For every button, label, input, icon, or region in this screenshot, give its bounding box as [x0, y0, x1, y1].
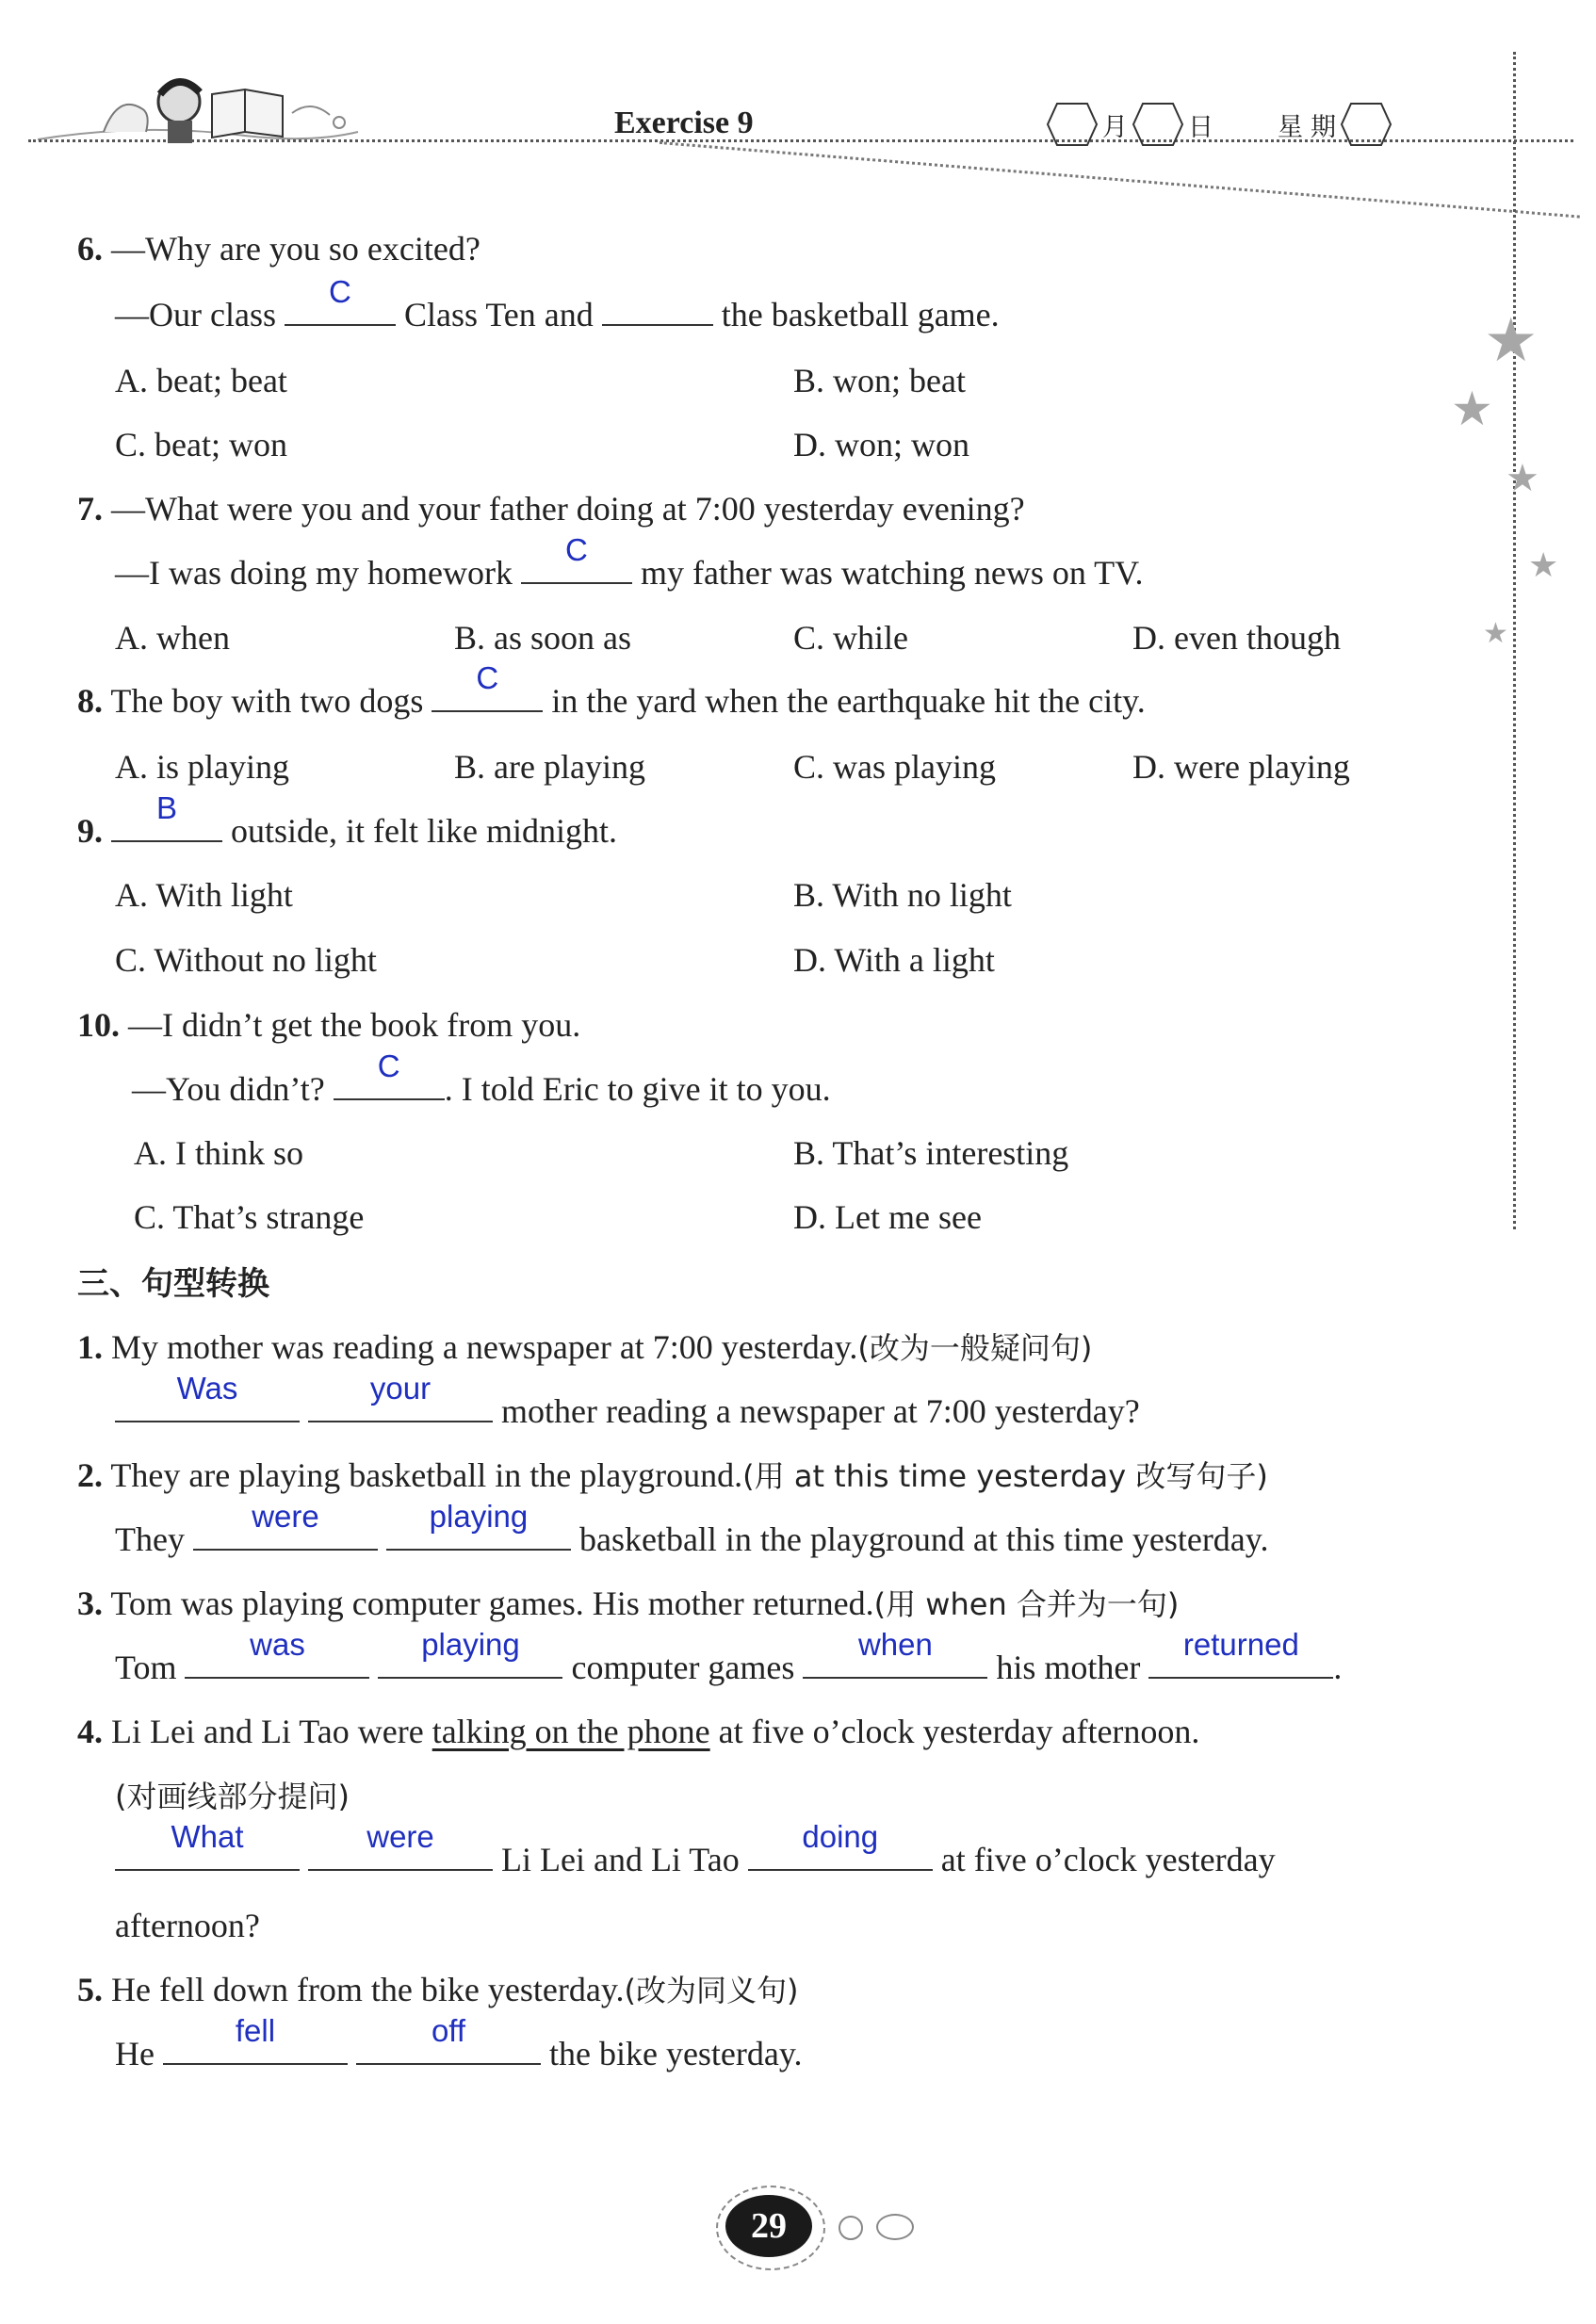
answer-text: returned: [1182, 1627, 1299, 1662]
item-text: Li Lei and Li Tao were: [111, 1713, 424, 1750]
item-instruction: (改为同义句): [624, 1973, 799, 2008]
option-b: B. won; beat: [793, 362, 966, 399]
transform-item-3: [77, 1583, 1179, 1625]
transform-item-1-answer: [115, 1371, 1140, 1432]
answer-blank[interactable]: [432, 660, 543, 712]
item-instruction: (用 when 合并为一句): [873, 1586, 1180, 1622]
option-c: C. That’s strange: [134, 1198, 365, 1236]
option-a: A. I think so: [134, 1134, 303, 1172]
question-7: [77, 488, 1025, 529]
option-d: D. Let me see: [793, 1198, 982, 1236]
question-text: my father was watching news on TV.: [640, 554, 1144, 592]
question-text: —What were you and your father doing at 7:00 yesterday evening?: [111, 490, 1025, 528]
option-d: D. With a light: [793, 941, 995, 979]
option-d: D. were playing: [1132, 748, 1350, 786]
page-number: 29: [725, 2195, 812, 2257]
question-text: —Why are you so excited?: [111, 230, 480, 268]
question-8: [77, 660, 1146, 722]
answer-blank[interactable]: [602, 296, 713, 326]
option-c: C. while: [793, 619, 908, 657]
question-number: 10.: [77, 1006, 120, 1044]
decor-circle: [876, 2214, 914, 2240]
item-text: computer games: [571, 1649, 795, 1686]
answer-text: Was: [176, 1371, 238, 1406]
month-label: 月: [1102, 112, 1128, 142]
answer-text: C: [565, 532, 588, 567]
answer-blank[interactable]: [308, 1819, 493, 1871]
transform-item-2-answer: [115, 1499, 1269, 1560]
question-text: —Our class: [115, 296, 276, 333]
answer-text: were: [366, 1819, 434, 1854]
answer-blank[interactable]: [308, 1371, 493, 1422]
answer-blank[interactable]: [193, 1499, 378, 1551]
answer-blank[interactable]: [1148, 1627, 1333, 1679]
weekday-box[interactable]: [1340, 102, 1392, 147]
item-text: He fell down from the bike yesterday.: [111, 1971, 625, 2008]
question-number: 9.: [77, 812, 103, 850]
item-text: mother reading a newspaper at 7:00 yesterday?: [501, 1392, 1140, 1430]
answer-text: C: [377, 1048, 400, 1083]
answer-text: fell: [235, 2013, 276, 2048]
item-text: the bike yesterday.: [548, 2035, 803, 2072]
star-icon: ★: [1483, 617, 1508, 650]
option-a: A. beat; beat: [115, 362, 287, 399]
option-c: C. beat; won: [115, 426, 287, 463]
star-icon: ★: [1506, 457, 1539, 500]
answer-text: was: [250, 1627, 305, 1662]
answer-blank[interactable]: [356, 2013, 541, 2065]
answer-blank[interactable]: [521, 532, 632, 584]
option-a: A. With light: [115, 876, 293, 914]
question-text: outside, it felt like midnight.: [231, 812, 617, 850]
transform-item-3-answer: [115, 1627, 1343, 1688]
item-instruction: (改为一般疑问句): [857, 1330, 1093, 1366]
item-text: at five o’clock yesterday: [940, 1841, 1276, 1878]
option-b: B. With no light: [793, 876, 1012, 914]
transform-item-4-instruction: [115, 1775, 350, 1817]
decor-circle: [839, 2216, 863, 2240]
day-label: 日: [1188, 112, 1213, 142]
option-a: A. when: [115, 619, 230, 657]
option-b: B. are playing: [454, 748, 645, 786]
answer-text: B: [155, 790, 177, 825]
answer-text: your: [369, 1371, 432, 1406]
item-number: 4.: [77, 1713, 103, 1750]
answer-blank[interactable]: [115, 1371, 300, 1422]
item-text: My mother was reading a newspaper at 7:00 yesterday.: [111, 1328, 858, 1366]
question-number: 6.: [77, 230, 103, 268]
day-box[interactable]: [1132, 102, 1184, 147]
answer-blank[interactable]: [285, 274, 396, 326]
item-text: Li Lei and Li Tao: [501, 1841, 740, 1878]
option-b: B. as soon as: [454, 619, 631, 657]
question-number: 8.: [77, 682, 103, 720]
answer-blank[interactable]: [378, 1627, 562, 1679]
transform-item-4: [77, 1711, 1199, 1752]
date-fields: [1046, 102, 1392, 147]
item-instruction: (对画线部分提问): [115, 1779, 350, 1814]
underlined-phrase: talking on the phone: [432, 1713, 710, 1750]
question-text: the basketball game.: [721, 296, 1000, 333]
star-icon: ★: [1451, 382, 1493, 436]
question-text: —You didn’t?: [132, 1070, 325, 1108]
item-text: He: [115, 2035, 155, 2072]
item-number: 5.: [77, 1971, 103, 2008]
question-6: [77, 228, 480, 269]
weekday-label-2: 期: [1311, 112, 1336, 142]
section-title: 三、句型转换: [77, 1265, 269, 1303]
answer-blank[interactable]: [115, 1819, 300, 1871]
transform-item-5: [77, 1969, 798, 2011]
question-text: in the yard when the earthquake hit the city.: [551, 682, 1146, 720]
answer-text: C: [476, 660, 499, 695]
option-d: D. won; won: [793, 426, 969, 463]
answer-text: were: [252, 1499, 319, 1534]
question-10: [77, 1004, 580, 1046]
question-text: The boy with two dogs: [110, 682, 424, 720]
answer-blank[interactable]: [748, 1819, 933, 1871]
answer-blank[interactable]: [163, 2013, 348, 2065]
option-d: D. even though: [1132, 619, 1341, 657]
transform-item-1: [77, 1326, 1092, 1369]
answer-blank[interactable]: [334, 1048, 445, 1100]
item-text: Tom was playing computer games. His mother returned.: [110, 1585, 874, 1622]
option-a: A. is playing: [115, 748, 289, 786]
star-icon: ★: [1528, 546, 1559, 585]
question-9: [77, 790, 617, 852]
item-text: basketball in the playground at this time yesterday.: [578, 1520, 1269, 1558]
option-c: C. Without no light: [115, 941, 377, 979]
item-text: They: [115, 1520, 185, 1558]
item-number: 2.: [77, 1456, 103, 1494]
item-text: his mother: [996, 1649, 1141, 1686]
item-number: 1.: [77, 1328, 103, 1366]
item-text: They are playing basketball in the playground.: [110, 1456, 743, 1494]
item-number: 3.: [77, 1585, 103, 1622]
answer-text: doing: [802, 1819, 879, 1854]
answer-text: when: [857, 1627, 933, 1662]
item-instruction: (用 at this time yesterday 改写句子): [742, 1458, 1268, 1494]
transform-item-5-answer: [115, 2013, 803, 2074]
transform-item-4-answer: [115, 1819, 1276, 1880]
option-c: C. was playing: [793, 748, 996, 786]
header-diagonal-divider: [660, 141, 1580, 219]
answer-text: playing: [421, 1627, 520, 1662]
answer-blank[interactable]: [185, 1627, 369, 1679]
question-7-line2: [115, 532, 1144, 593]
mascot-reading-icon: [28, 57, 367, 146]
transform-item-2: [77, 1455, 1268, 1497]
item-text: Tom: [115, 1649, 177, 1686]
answer-blank[interactable]: [111, 790, 222, 842]
item-text: afternoon?: [115, 1907, 260, 1944]
item-text: at five o’clock yesterday afternoon.: [718, 1713, 1200, 1750]
margin-dotted-line: [1513, 52, 1516, 1229]
answer-text: playing: [429, 1499, 529, 1534]
question-text: . I told Eric to give it to you.: [444, 1070, 831, 1108]
exercise-title: Exercise 9: [614, 106, 754, 140]
question-text: —I didn’t get the book from you.: [128, 1006, 581, 1044]
answer-blank[interactable]: [803, 1627, 987, 1679]
question-6-line2: [115, 274, 1000, 335]
option-b: B. That’s interesting: [793, 1134, 1069, 1172]
answer-blank[interactable]: [386, 1499, 571, 1551]
question-10-line2: [132, 1048, 831, 1110]
answer-text: C: [329, 274, 351, 309]
answer-text: What: [171, 1819, 244, 1854]
answer-text: off: [431, 2013, 466, 2048]
star-icon: ★: [1484, 306, 1539, 376]
question-number: 7.: [77, 490, 103, 528]
transform-item-4-answer-line2: [115, 1905, 260, 1946]
question-text: —I was doing my homework: [115, 554, 513, 592]
month-box[interactable]: [1046, 102, 1099, 147]
question-text: Class Ten and: [403, 296, 594, 333]
weekday-label-1: 星: [1278, 112, 1303, 142]
item-text: .: [1333, 1649, 1343, 1686]
